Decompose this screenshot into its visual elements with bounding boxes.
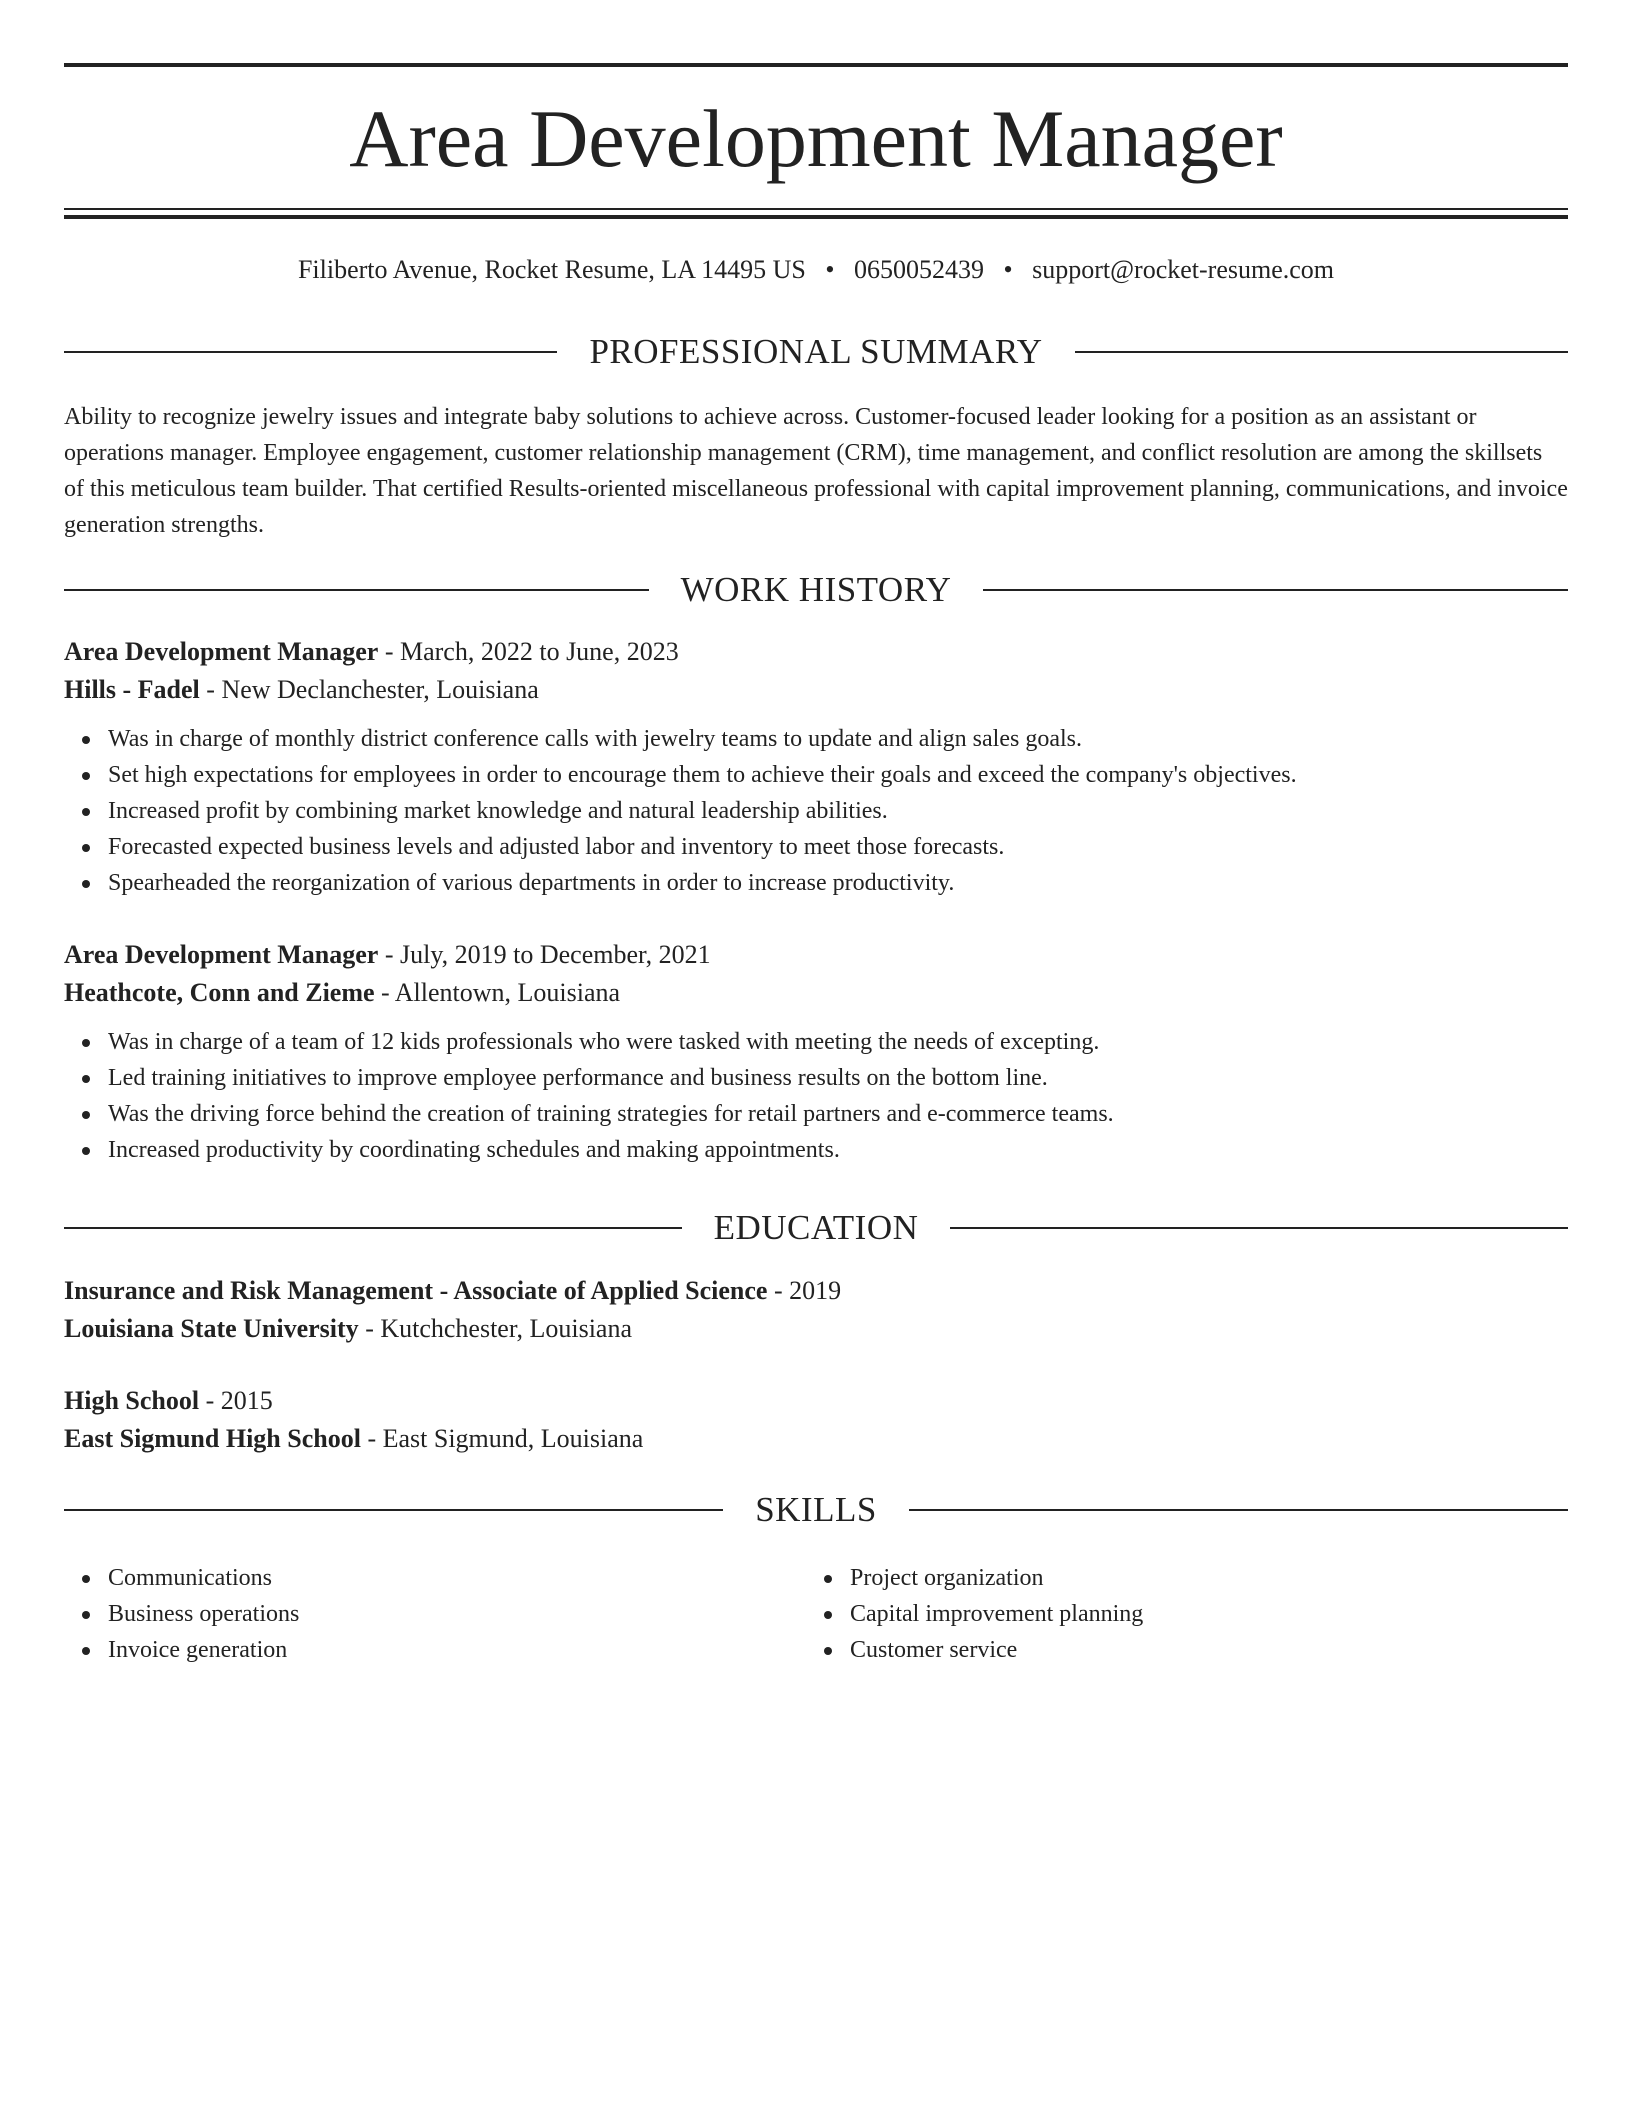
job-company: Heathcote, Conn and Zieme [64,978,375,1007]
candidate-name: Area Development Manager [349,93,1283,184]
education-year: - 2015 [199,1386,273,1415]
education-entry [64,1272,1568,1348]
education-school: East Sigmund High School [64,1424,361,1453]
education-school-line [64,1420,1568,1458]
list-item: Communications [64,1560,764,1596]
contact-phone: 0650052439 [854,255,984,284]
job-entry [64,936,1568,1168]
list-item: Increased productivity by coordinating schedules and making appointments. [64,1132,1568,1168]
job-title-line [64,633,1568,671]
education-degree: Insurance and Risk Management - Associate of Applied Science [64,1276,768,1305]
contact-address: Filiberto Avenue, Rocket Resume, LA 14495 US [297,255,806,284]
summary-heading-title: PROFESSIONAL SUMMARY [589,332,1043,371]
heading-rule-right [1075,351,1568,353]
summary-heading [64,330,1568,374]
list-item: Led training initiatives to improve employee performance and business results on the bottom line. [64,1060,1568,1096]
job-duties-list [64,721,1568,901]
list-item: Was the driving force behind the creation of training strategies for retail partners and e-commerce teams. [64,1096,1568,1132]
heading-rule-right [950,1227,1568,1229]
skills-list [806,1560,1506,1668]
education-entry [64,1382,1568,1458]
list-item: Was in charge of monthly district conference calls with jewelry teams to update and align sales goals. [64,721,1568,757]
education-degree-line [64,1382,1568,1420]
list-item: Customer service [806,1632,1506,1668]
heading-rule-left [64,1509,723,1511]
list-item: Capital improvement planning [806,1596,1506,1632]
heading-rule-left [64,351,557,353]
heading-rule-left [64,589,649,591]
contact-separator: • [825,255,835,284]
education-school-line [64,1310,1568,1348]
education-school: Louisiana State University [64,1314,359,1343]
job-company-line [64,974,1568,1012]
job-company-line [64,671,1568,709]
education-heading [64,1206,1568,1250]
list-item: Forecasted expected business levels and adjusted labor and inventory to meet those forecasts. [64,829,1568,865]
job-company: Hills - Fadel [64,675,200,704]
job-dates: - March, 2022 to June, 2023 [378,637,679,666]
list-item: Set high expectations for employees in order to encourage them to achieve their goals and exceed the company's objectives. [64,757,1568,793]
summary-text: Ability to recognize jewelry issues and integrate baby solutions to achieve across. Customer-focused leader looking for a position as an assistant or operations manager. Employee engagement, customer relationship management (CRM), time management, and conflict resolution are among the skillsets of this meticulous team builder. That certified Results-oriented miscellaneous professional with capital improvement planning, communications, and invoice generation strengths. [64,404,1568,538]
list-item: Invoice generation [64,1632,764,1668]
heading-rule-left [64,1227,682,1229]
list-item: Business operations [64,1596,764,1632]
work-history-heading-title: WORK HISTORY [680,570,952,609]
header-bottom-rule-thin [64,208,1568,210]
heading-rule-right [909,1509,1568,1511]
skills-column-left [64,1560,764,1668]
job-duties-list [64,1024,1568,1168]
list-item: Project organization [806,1560,1506,1596]
education-location: - East Sigmund, Louisiana [360,1424,644,1453]
job-location: - Allentown, Louisiana [374,978,621,1007]
skills-list [64,1560,764,1668]
list-item: Increased profit by combining market knowledge and natural leadership abilities. [64,793,1568,829]
job-location: - New Declanchester, Louisiana [199,675,539,704]
work-history-heading [64,568,1568,612]
job-entry [64,633,1568,901]
list-item: Spearheaded the reorganization of various departments in order to increase productivity. [64,865,1568,901]
header-bottom-rule-thick [64,215,1568,219]
contact-line [64,252,1568,288]
header-top-rule [64,63,1568,67]
list-item: Was in charge of a team of 12 kids professionals who were tasked with meeting the needs of excepting. [64,1024,1568,1060]
skills-heading-title: SKILLS [755,1490,877,1529]
education-degree-line [64,1272,1568,1310]
skills-column-right [806,1560,1506,1668]
contact-email: support@rocket-resume.com [1032,255,1335,284]
job-title: Area Development Manager [64,940,379,969]
job-dates: - July, 2019 to December, 2021 [378,940,711,969]
skills-heading [64,1488,1568,1532]
job-title: Area Development Manager [64,637,379,666]
education-location: - Kutchchester, Louisiana [358,1314,632,1343]
education-heading-title: EDUCATION [713,1208,919,1247]
job-title-line [64,936,1568,974]
heading-rule-right [983,589,1568,591]
contact-separator: • [1003,255,1013,284]
education-year: - 2019 [767,1276,842,1305]
education-degree: High School [64,1386,200,1415]
